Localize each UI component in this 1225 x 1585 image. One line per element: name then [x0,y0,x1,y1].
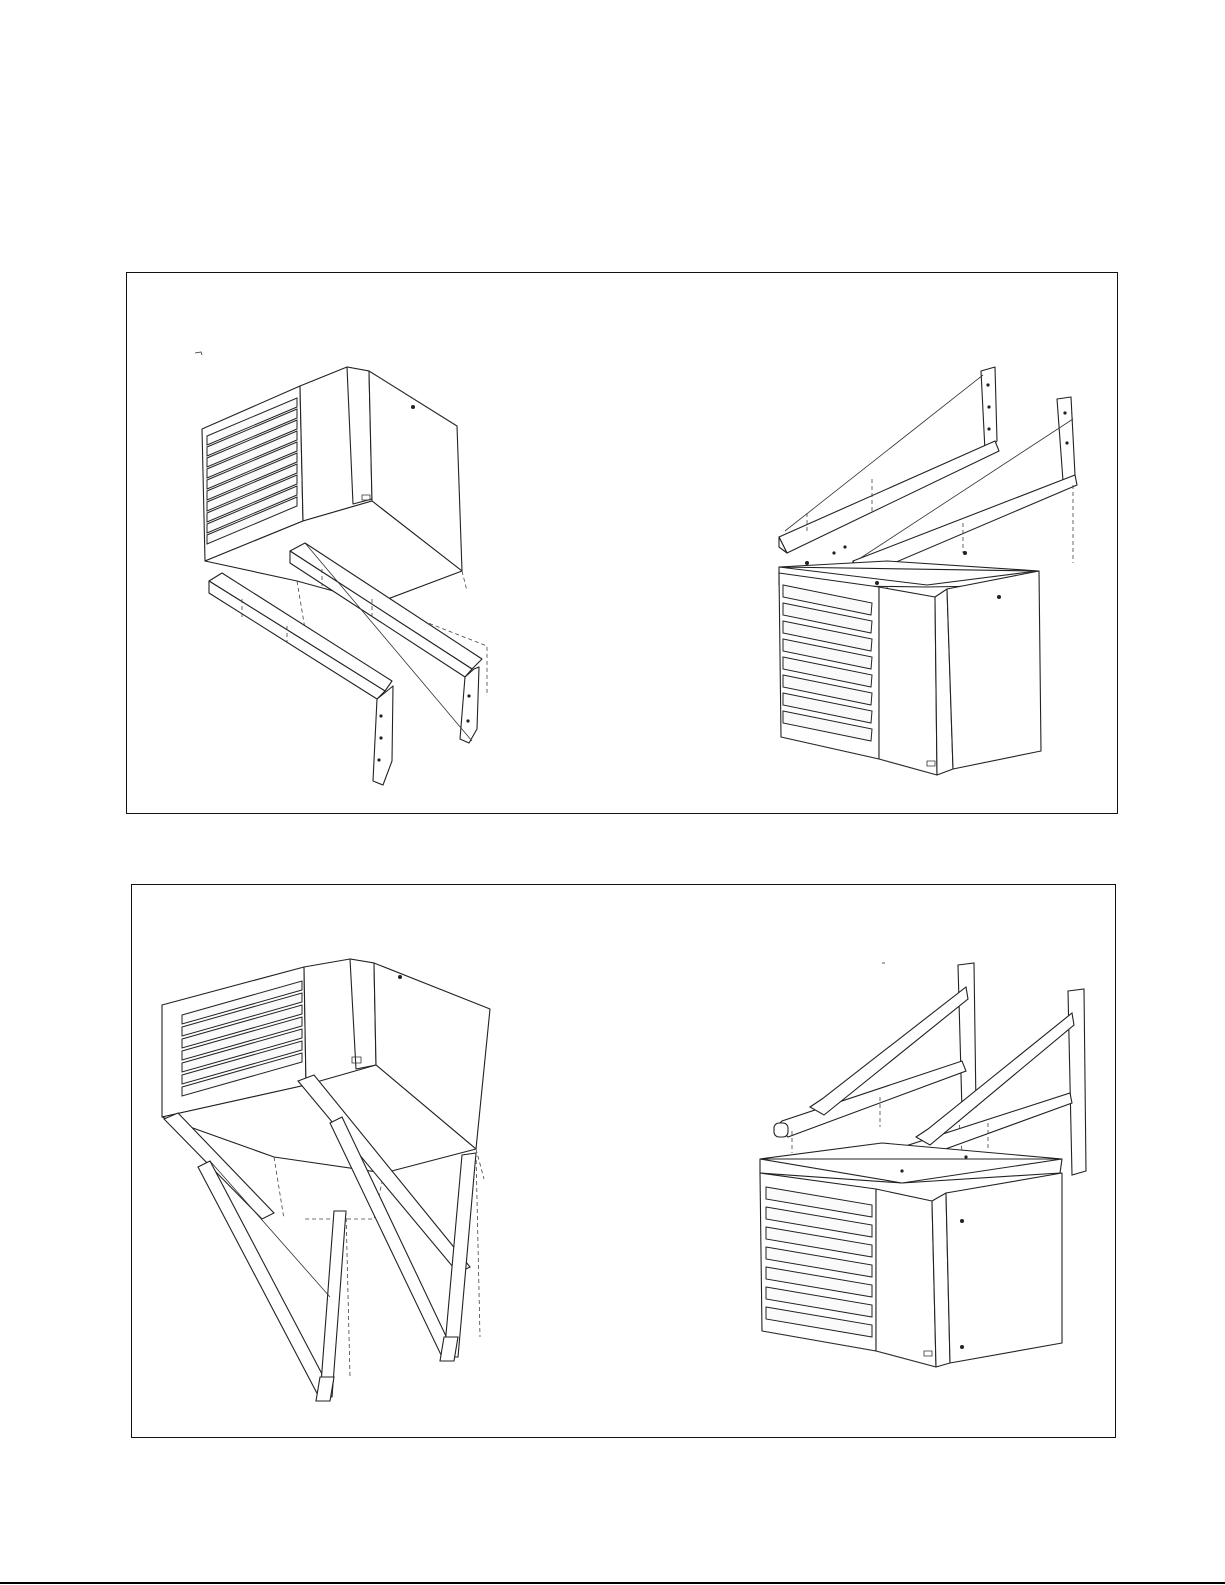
heater-hanging-brackets-view [752,951,1092,1371]
heater-unit [779,545,1041,775]
diagram-panel-top [126,272,1118,814]
diagram-panel-bottom [131,884,1116,1438]
heater-on-floor-brackets-view [154,957,504,1417]
page-bottom-rule [0,1582,1225,1584]
heater-bracket-below-exploded-view [187,341,547,791]
heater-bracket-above-exploded-view [767,363,1097,803]
heater-unit [760,1143,1062,1367]
